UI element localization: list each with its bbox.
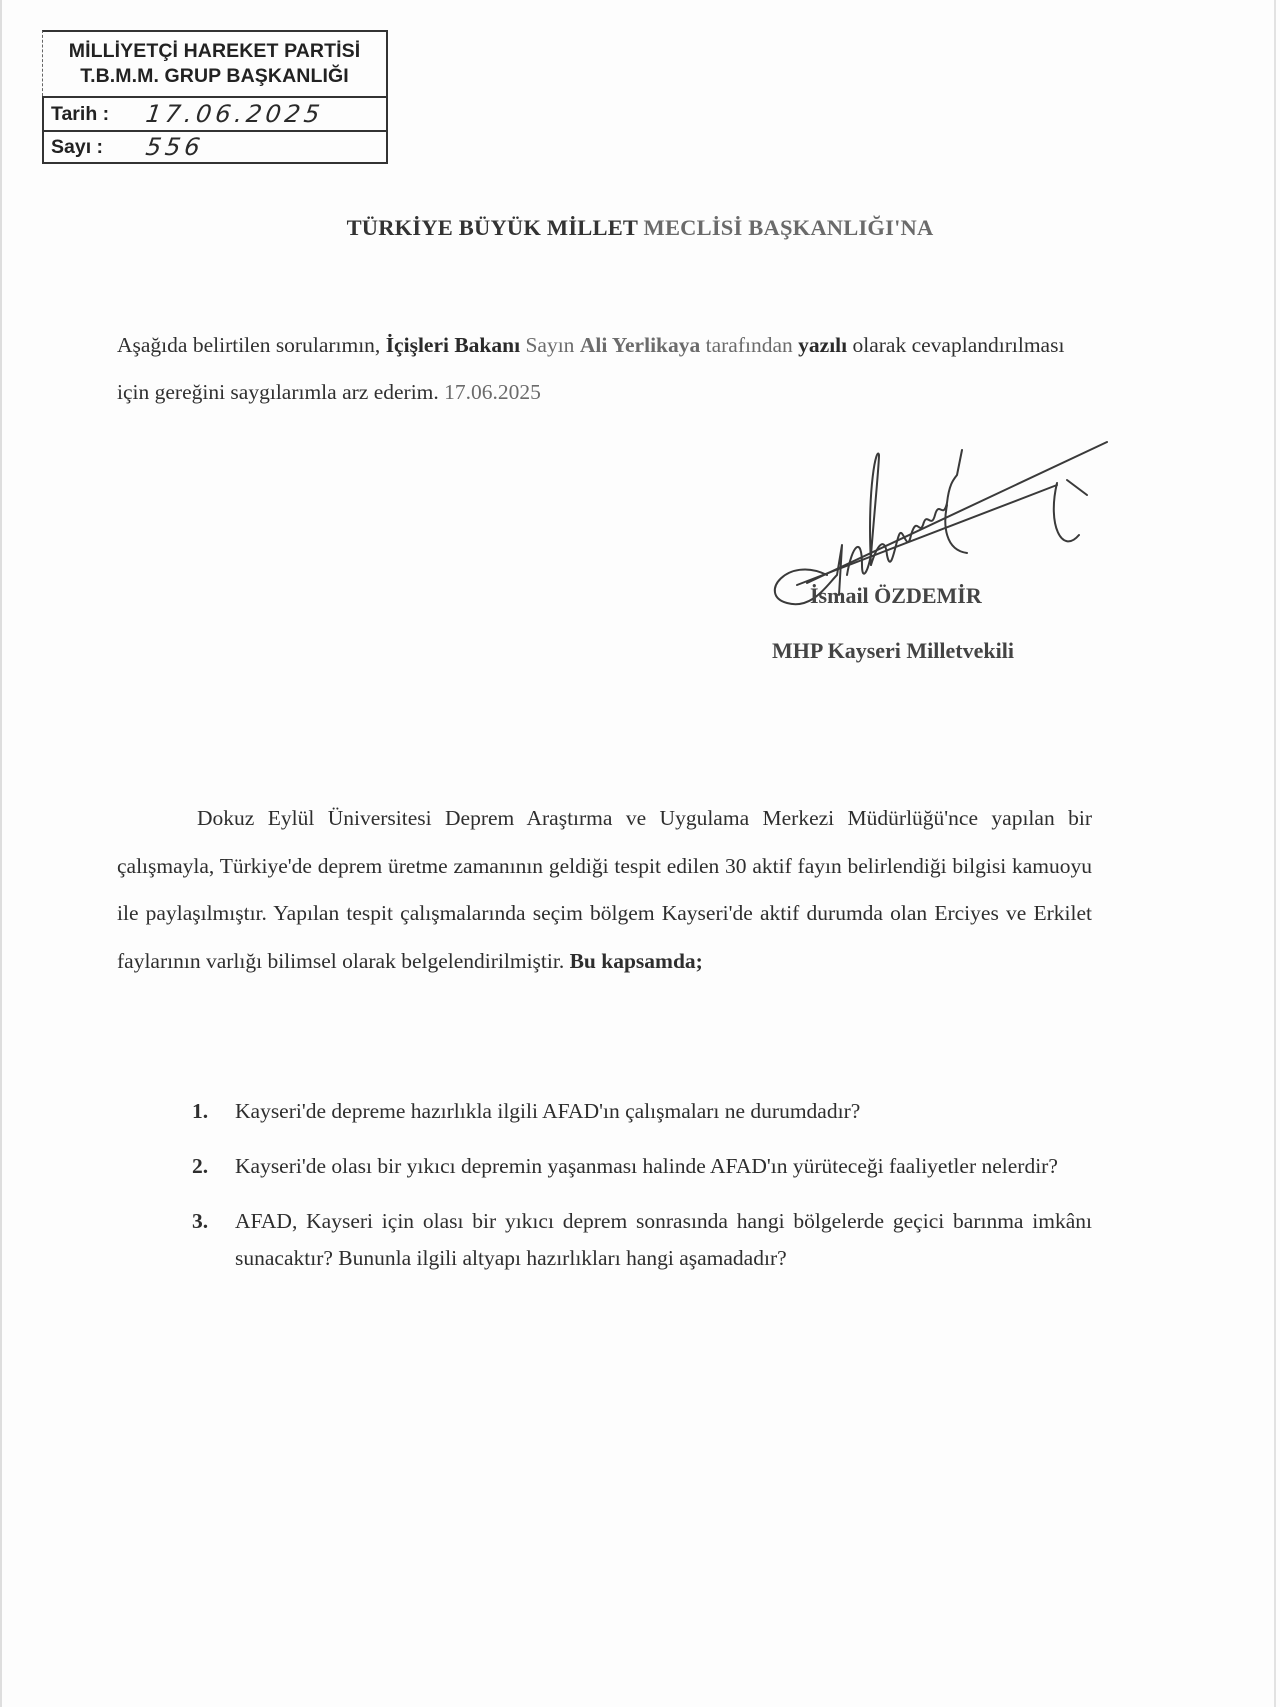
signer-name: İsmail ÖZDEMİR [810, 583, 982, 608]
intro-text-1: Aşağıda belirtilen sorularımın, [117, 333, 381, 357]
question-number: 1. [192, 1099, 209, 1123]
intro-text-4: olarak cevaplandırılması için gereğini saygılarımla arz ederim. [117, 333, 1065, 404]
intro-text-3: tarafından [705, 333, 793, 357]
stamp-date-row [42, 96, 388, 130]
body-paragraph [117, 795, 1092, 986]
question-text: AFAD, Kayseri için olası bir yıkıcı deprem sonrasında hangi bölgelerde geçici barınma imkânı sunacaktır? Bununla ilgili altyapı hazırlıkları hangi aşamadadır? [235, 1209, 1092, 1270]
intro-written: yazılı [798, 333, 848, 357]
question-item [192, 1093, 1092, 1130]
question-number: 3. [192, 1209, 209, 1233]
body-text: Dokuz Eylül Üniversitesi Deprem Araştırma ve Uygulama Merkezi Müdürlüğü'nce yapılan bir çalışmayla, Türkiye'de deprem üretme zamanının geldiği tespit edilen 30 aktif fayın belirlendiği bilgisi kamuoyu ile paylaşılmıştır. Yapılan tespit çalışmalarında seçim bölgem Kayseri'de aktif durumda olan Erciyes ve Erkilet faylarının varlığı bilimsel olarak belgelendirilmiştir. [117, 806, 1092, 974]
registry-stamp [42, 30, 388, 164]
question-text: Kayseri'de depreme hazırlıkla ilgili AFAD'ın çalışmaları ne durumdadır? [235, 1099, 861, 1123]
intro-date: 17.06.2025 [444, 380, 541, 404]
stamp-number-value: 556 [144, 133, 206, 161]
intro-minister: İçişleri Bakanı [385, 333, 521, 357]
intro-minister-name: Ali Yerlikaya [579, 333, 701, 357]
stamp-number-row [42, 130, 388, 164]
intro-text-2: Sayın [525, 333, 575, 357]
stamp-header [42, 30, 388, 96]
stamp-group-name: T.B.M.M. GRUP BAŞKANLIĞI [80, 65, 349, 87]
body-emphasis: Bu kapsamda; [569, 949, 703, 974]
question-text: Kayseri'de olası bir yıkıcı depremin yaşanması halinde AFAD'ın yürüteceği faaliyetler nelerdir? [235, 1154, 1058, 1178]
question-item [192, 1148, 1092, 1185]
intro-paragraph [117, 322, 1095, 416]
stamp-date-value: 17.06.2025 [144, 100, 326, 128]
stamp-number-label: Sayı : [51, 135, 104, 158]
title-part-2: MECLİSİ BAŞKANLIĞI'NA [643, 215, 934, 240]
title-part-1: TÜRKİYE BÜYÜK MİLLET [346, 215, 638, 240]
question-number: 2. [192, 1154, 209, 1178]
stamp-date-label: Tarih : [51, 102, 110, 125]
signer-title: MHP Kayseri Milletvekili [772, 638, 1014, 663]
stamp-party-name: MİLLİYETÇİ HAREKET PARTİSİ [68, 40, 361, 62]
question-list [192, 1093, 1092, 1295]
document-title [2, 215, 1278, 241]
question-item [192, 1203, 1092, 1277]
